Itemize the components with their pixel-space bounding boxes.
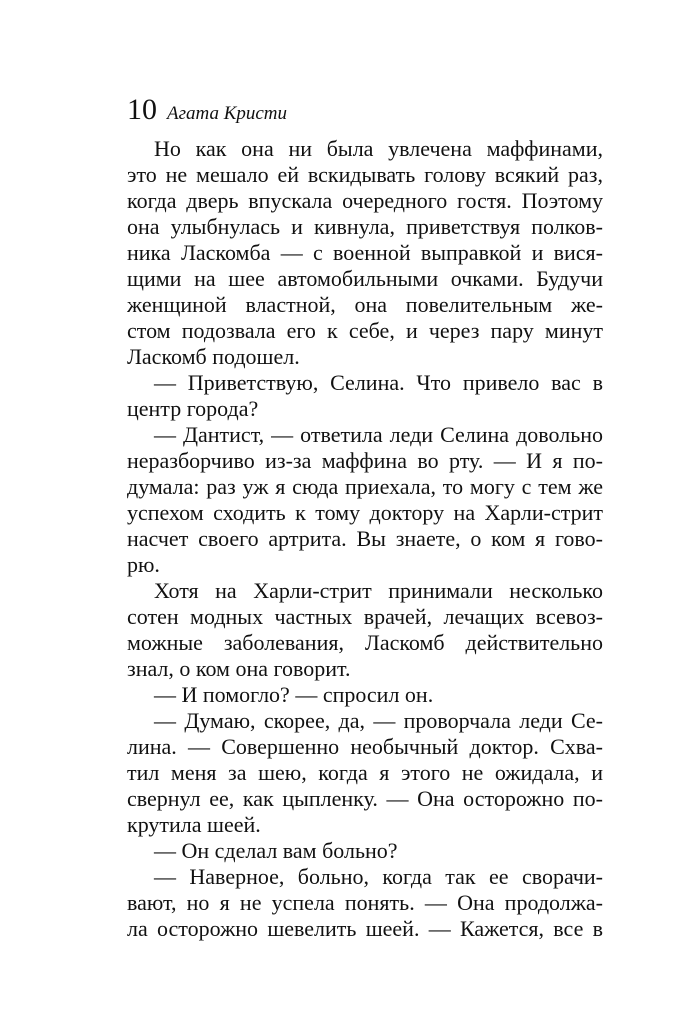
text-line: это не мешало ей вскидывать голову всякий раз, [127,162,603,187]
text-line: лина. — Совершенно необычный доктор. Схва- [127,734,603,759]
text-line: — Он сделал вам больно? [154,838,398,863]
text-line: вают, но я не успела понять. — Она продолжа- [127,890,603,915]
page-number: 10 [127,93,157,126]
text-line: стом подозвала его к себе, и через пару минут [127,318,603,343]
text-line: — И помогло? — спросил он. [154,682,434,707]
text-line: тил меня за шею, когда я этого не ожидала, и [127,760,603,785]
text-line: — Наверное, больно, когда так ее сворачи- [154,864,603,889]
running-title: Агата Кристи [167,103,287,124]
text-line: когда дверь впускала очередного гостя. Поэтому [127,188,603,213]
text-line: Но как она ни была увлечена маффинами, [154,136,603,161]
text-line: знал, о ком она говорит. [127,656,351,681]
text-line: сотен модных частных врачей, лечащих всевоз- [127,604,603,629]
text-line: крутила шеей. [127,812,261,837]
text-line: ника Ласкомба — с военной выправкой и вися- [127,240,603,265]
text-line: женщиной властной, она повелительным же- [127,292,603,317]
text-line: — Дантист, — ответила леди Селина довольно [154,422,603,447]
text-line: — Приветствую, Селина. Что привело вас в [154,370,603,395]
text-line: успехом сходить к тому доктору на Харли-стрит [127,500,603,525]
text-line: ла осторожно шевелить шеей. — Кажется, все в [127,916,603,941]
text-line: рю. [127,552,160,577]
body-text [127,136,603,942]
text-line: неразборчиво из-за маффина во рту. — И я по- [127,448,603,473]
text-line: Хотя на Харли-стрит принимали несколько [154,578,603,603]
text-line: свернул ее, как цыпленку. — Она осторожно по- [127,786,603,811]
text-line: Ласкомб подошел. [127,344,300,369]
text-line: центр города? [127,396,259,421]
text-line: можные заболевания, Ласкомб действительно [127,630,603,655]
page-header [127,94,287,126]
text-line: думала: раз уж я сюда приехала, то могу с тем же [127,474,603,499]
text-line: щими на шее автомобильными очками. Будучи [127,266,603,291]
text-line: насчет своего артрита. Вы знаете, о ком я гово- [127,526,603,551]
text-line: она улыбнулась и кивнула, приветствуя полков- [127,214,603,239]
text-line: — Думаю, скорее, да, — проворчала леди Се- [154,708,603,733]
